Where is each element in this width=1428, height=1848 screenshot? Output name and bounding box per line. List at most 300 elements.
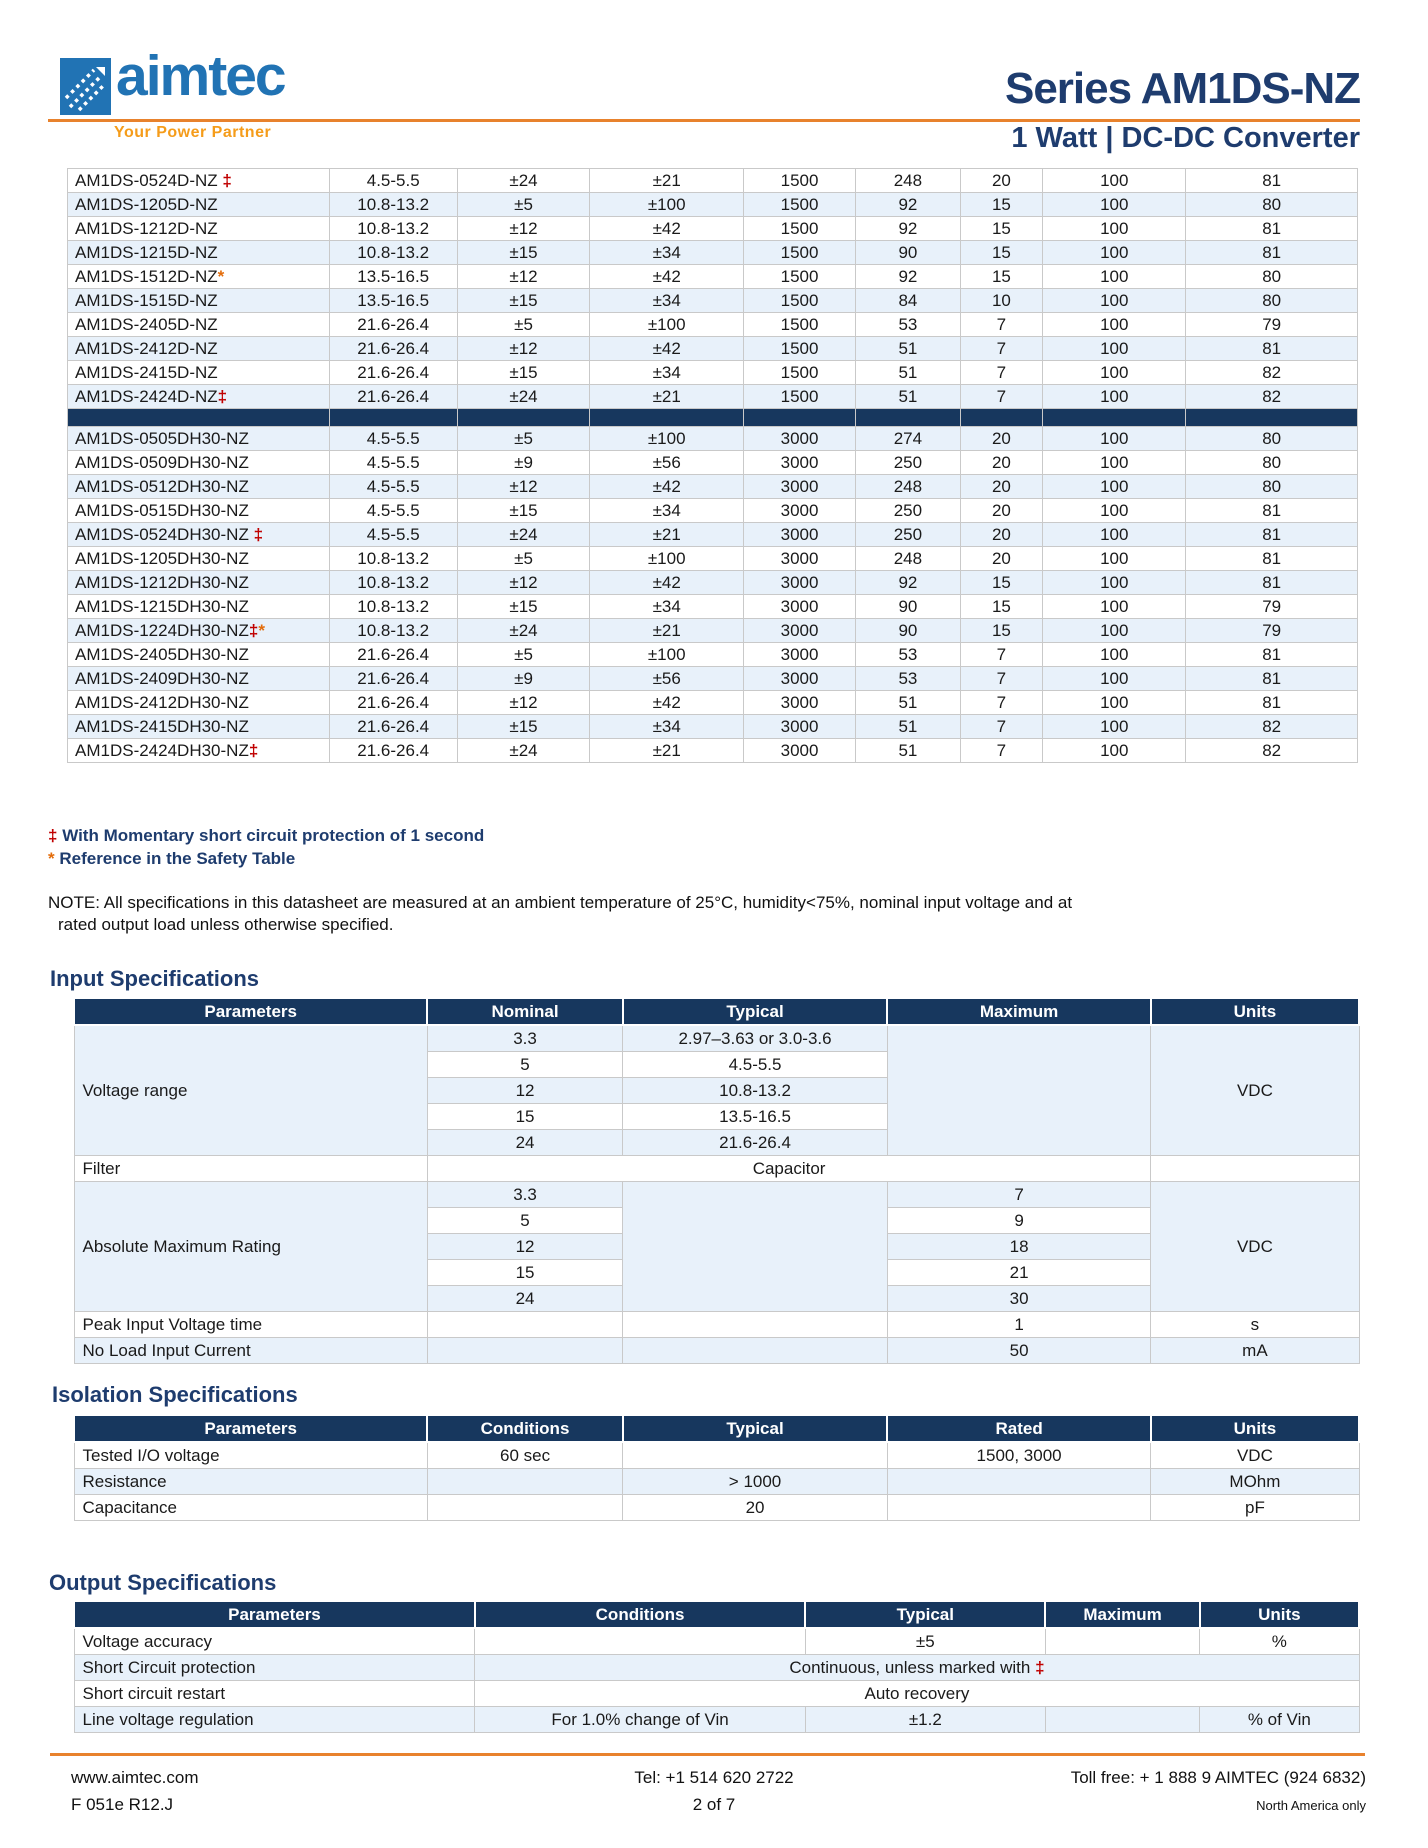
cell: 15 <box>960 241 1043 265</box>
cell: 2.97–3.63 or 3.0-3.6 <box>623 1025 888 1052</box>
cell: 24 <box>427 1130 622 1156</box>
cell: 21.6-26.4 <box>623 1130 888 1156</box>
cell: 15 <box>427 1104 622 1130</box>
table-row <box>74 1681 1359 1707</box>
row-label: Capacitance <box>74 1495 427 1521</box>
cell: ±42 <box>590 217 744 241</box>
cell: 248 <box>856 475 960 499</box>
cell: ±100 <box>590 313 744 337</box>
isolation-specs-table <box>73 1414 1360 1521</box>
part-number: AM1DS-2424D-NZ‡ <box>68 385 330 409</box>
cell: 100 <box>1043 313 1186 337</box>
cell: 92 <box>856 217 960 241</box>
cell: 60 sec <box>427 1442 622 1469</box>
cell: 100 <box>1043 523 1186 547</box>
cell: ±12 <box>457 571 590 595</box>
row-label: Resistance <box>74 1469 427 1495</box>
cell: 21.6-26.4 <box>329 385 457 409</box>
part-number: AM1DS-1515D-NZ <box>68 289 330 313</box>
cell: 80 <box>1186 289 1358 313</box>
cell: 7 <box>960 739 1043 763</box>
cell: 79 <box>1186 595 1358 619</box>
footnote-mark: ‡ <box>248 740 259 760</box>
part-number: AM1DS-1212DH30-NZ <box>68 571 330 595</box>
separator-cell <box>457 409 590 427</box>
cell: MOhm <box>1151 1469 1359 1495</box>
cell: 3000 <box>743 571 855 595</box>
cell: 15 <box>960 265 1043 289</box>
cell: ±5 <box>457 547 590 571</box>
cell: 3000 <box>743 619 855 643</box>
cell: 81 <box>1186 523 1358 547</box>
cell: 100 <box>1043 739 1186 763</box>
cell: 15 <box>960 619 1043 643</box>
cell <box>1045 1628 1199 1655</box>
footnotes <box>48 824 484 870</box>
cell: 21.6-26.4 <box>329 361 457 385</box>
cell: 3000 <box>743 523 855 547</box>
separator-cell <box>68 409 330 427</box>
section-separator <box>68 409 1358 427</box>
cell: ±21 <box>590 385 744 409</box>
cell: 12 <box>427 1078 622 1104</box>
cell: ±5 <box>805 1628 1045 1655</box>
cell: 21.6-26.4 <box>329 643 457 667</box>
cell: 100 <box>1043 265 1186 289</box>
output-specs-table <box>73 1600 1360 1733</box>
series-title: Series AM1DS-NZ <box>1004 64 1360 113</box>
part-number: AM1DS-0524D-NZ ‡ <box>68 169 330 193</box>
note-text <box>48 892 1072 936</box>
cell: ±24 <box>457 739 590 763</box>
cell: 4.5-5.5 <box>329 475 457 499</box>
cell: ±15 <box>457 361 590 385</box>
cell: 10.8-13.2 <box>329 571 457 595</box>
cell: 30 <box>887 1286 1150 1312</box>
cell: ±5 <box>457 193 590 217</box>
cell: For 1.0% change of Vin <box>475 1707 805 1733</box>
cell: ±12 <box>457 475 590 499</box>
footer-page-number: 2 of 7 <box>692 1795 736 1814</box>
cell: 24 <box>427 1286 622 1312</box>
footnote-mark: ‡ <box>222 170 232 190</box>
table-row <box>68 691 1358 715</box>
footnote-asterisk <box>48 847 484 870</box>
cell: ±34 <box>590 289 744 313</box>
column-header: Parameters <box>74 1415 427 1442</box>
footnote-mark: ‡ <box>1035 1657 1045 1677</box>
logo-tagline: Your Power Partner <box>114 124 272 141</box>
table-row <box>68 337 1358 361</box>
cell: ±21 <box>590 523 744 547</box>
cell: 92 <box>856 193 960 217</box>
table-row <box>68 361 1358 385</box>
part-number: AM1DS-2415D-NZ <box>68 361 330 385</box>
table-row <box>74 1156 1359 1182</box>
cell: 3.3 <box>427 1025 622 1052</box>
cell: 10.8-13.2 <box>329 193 457 217</box>
table-row <box>74 1442 1359 1469</box>
table-row <box>74 1628 1359 1655</box>
cell: 20 <box>960 169 1043 193</box>
part-number: AM1DS-2424DH30-NZ‡ <box>68 739 330 763</box>
cell: 3000 <box>743 667 855 691</box>
table-row <box>68 547 1358 571</box>
units-cell: % of Vin <box>1200 1707 1359 1733</box>
cell: 20 <box>960 547 1043 571</box>
asterisk-mark: * <box>48 849 55 868</box>
cell <box>623 1338 888 1364</box>
separator-cell <box>856 409 960 427</box>
cell: > 1000 <box>623 1469 888 1495</box>
cell: 80 <box>1186 475 1358 499</box>
cell: 20 <box>960 427 1043 451</box>
cell: 10.8-13.2 <box>329 217 457 241</box>
cell <box>623 1312 888 1338</box>
cell: ±9 <box>457 667 590 691</box>
table-row <box>68 451 1358 475</box>
parts-table <box>67 168 1358 763</box>
cell: 50 <box>887 1338 1150 1364</box>
separator-cell <box>1186 409 1358 427</box>
cell: 250 <box>856 523 960 547</box>
part-number: AM1DS-2405DH30-NZ <box>68 643 330 667</box>
cell: ±12 <box>457 337 590 361</box>
cell: 100 <box>1043 643 1186 667</box>
cell: 100 <box>1043 289 1186 313</box>
cell: 21.6-26.4 <box>329 739 457 763</box>
cell: ±12 <box>457 265 590 289</box>
header-row <box>74 1601 1359 1628</box>
table-row <box>68 427 1358 451</box>
cell: 7 <box>960 361 1043 385</box>
cell: 15 <box>960 193 1043 217</box>
cell: 79 <box>1186 313 1358 337</box>
part-number: AM1DS-1224DH30-NZ‡* <box>68 619 330 643</box>
cell: 15 <box>960 595 1043 619</box>
cell: 100 <box>1043 475 1186 499</box>
isolation-specs-title: Isolation Specifications <box>52 1382 298 1407</box>
separator-cell <box>590 409 744 427</box>
footer-region-note: North America only <box>1256 1798 1366 1813</box>
cell: 4.5-5.5 <box>623 1052 888 1078</box>
cell: 4.5-5.5 <box>329 523 457 547</box>
cell: 7 <box>960 643 1043 667</box>
footer-website-link[interactable]: www.aimtec.com <box>71 1768 199 1787</box>
table-row <box>74 1338 1359 1364</box>
cell: 51 <box>856 691 960 715</box>
table-row <box>68 289 1358 313</box>
cell: 10.8-13.2 <box>623 1078 888 1104</box>
table-row <box>68 643 1358 667</box>
cell: ±42 <box>590 475 744 499</box>
column-header: Typical <box>623 998 888 1025</box>
cell: ±34 <box>590 241 744 265</box>
cell: 53 <box>856 313 960 337</box>
cell: 81 <box>1186 241 1358 265</box>
units-cell: mA <box>1151 1338 1359 1364</box>
footer-toll-free: Toll free: + 1 888 9 AIMTEC (924 6832) <box>1070 1768 1366 1787</box>
cell: 81 <box>1186 547 1358 571</box>
cell: 1500 <box>743 169 855 193</box>
cell: 21.6-26.4 <box>329 691 457 715</box>
part-number: AM1DS-2412D-NZ <box>68 337 330 361</box>
cell <box>427 1469 622 1495</box>
table-row <box>68 313 1358 337</box>
cell: 51 <box>856 715 960 739</box>
table-row <box>74 1495 1359 1521</box>
footnote-text: With Momentary short circuit protection of 1 second <box>57 826 485 845</box>
cell: ±100 <box>590 643 744 667</box>
cell: 21.6-26.4 <box>329 667 457 691</box>
cell: 15 <box>960 571 1043 595</box>
cell: 100 <box>1043 619 1186 643</box>
column-header: Maximum <box>1045 1601 1199 1628</box>
footer-doc-ref: F 051e R12.J <box>71 1795 174 1814</box>
part-number: AM1DS-1512D-NZ* <box>68 265 330 289</box>
row-label: Short Circuit protection <box>74 1655 475 1681</box>
cell: 10.8-13.2 <box>329 547 457 571</box>
cell: 100 <box>1043 427 1186 451</box>
row-label: Line voltage regulation <box>74 1707 475 1733</box>
cell: 100 <box>1043 193 1186 217</box>
cell: 1 <box>887 1312 1150 1338</box>
cell: ±100 <box>590 193 744 217</box>
aimtec-logo-icon <box>60 58 111 120</box>
cell: 10.8-13.2 <box>329 241 457 265</box>
part-number: AM1DS-0524DH30-NZ ‡ <box>68 523 330 547</box>
row-label: Voltage range <box>74 1025 427 1156</box>
footnote-mark: ‡ <box>217 386 228 406</box>
cell: 1500, 3000 <box>887 1442 1150 1469</box>
cell: 100 <box>1043 691 1186 715</box>
cell: 3.3 <box>427 1182 622 1208</box>
cell: ±34 <box>590 595 744 619</box>
cell: 3000 <box>743 475 855 499</box>
part-number: AM1DS-2405D-NZ <box>68 313 330 337</box>
cell: ±15 <box>457 289 590 313</box>
empty-cell <box>887 1025 1150 1156</box>
cell: 92 <box>856 571 960 595</box>
part-number: AM1DS-0509DH30-NZ <box>68 451 330 475</box>
cell: 20 <box>960 523 1043 547</box>
footnote-mark: ‡ <box>253 524 264 544</box>
cell: 7 <box>960 385 1043 409</box>
cell: 100 <box>1043 217 1186 241</box>
table-row <box>68 241 1358 265</box>
cell: 51 <box>856 361 960 385</box>
cell: ±56 <box>590 667 744 691</box>
column-header: Conditions <box>427 1415 622 1442</box>
table-row <box>68 217 1358 241</box>
cell: 100 <box>1043 667 1186 691</box>
cell: 21 <box>887 1260 1150 1286</box>
cell: 20 <box>623 1495 888 1521</box>
cell: 81 <box>1186 217 1358 241</box>
part-number: AM1DS-2409DH30-NZ <box>68 667 330 691</box>
cell: ±24 <box>457 385 590 409</box>
row-label: No Load Input Current <box>74 1338 427 1364</box>
column-header: Nominal <box>427 998 622 1025</box>
cell: ±42 <box>590 337 744 361</box>
cell: 3000 <box>743 451 855 475</box>
cell: 7 <box>960 715 1043 739</box>
cell: 1500 <box>743 193 855 217</box>
table-row <box>68 169 1358 193</box>
cell: 1500 <box>743 337 855 361</box>
table-row <box>74 1025 1359 1052</box>
cell: 20 <box>960 499 1043 523</box>
column-header: Maximum <box>887 998 1150 1025</box>
cell: ±34 <box>590 499 744 523</box>
cell: 4.5-5.5 <box>329 427 457 451</box>
table-row <box>68 595 1358 619</box>
cell: 13.5-16.5 <box>329 289 457 313</box>
footnote-dagger <box>48 824 484 847</box>
cell: 7 <box>960 337 1043 361</box>
cell: ±24 <box>457 619 590 643</box>
table-row <box>68 667 1358 691</box>
cell: 92 <box>856 265 960 289</box>
column-header: Units <box>1200 1601 1359 1628</box>
cell <box>887 1495 1150 1521</box>
footer-telephone: Tel: +1 514 620 2722 <box>634 1768 794 1787</box>
footnote-mark: * <box>258 620 265 640</box>
cell: 82 <box>1186 715 1358 739</box>
units-cell: % <box>1200 1628 1359 1655</box>
table-row <box>68 739 1358 763</box>
cell: 90 <box>856 241 960 265</box>
cell: 81 <box>1186 691 1358 715</box>
cell <box>427 1495 622 1521</box>
cell: 5 <box>427 1208 622 1234</box>
cell <box>887 1469 1150 1495</box>
cell: 10 <box>960 289 1043 313</box>
table-row <box>68 265 1358 289</box>
cell: 248 <box>856 169 960 193</box>
table-row <box>74 1182 1359 1208</box>
part-number: AM1DS-1205D-NZ <box>68 193 330 217</box>
cell: 81 <box>1186 499 1358 523</box>
row-label: Short circuit restart <box>74 1681 475 1707</box>
column-header: Typical <box>623 1415 888 1442</box>
cell: 7 <box>887 1182 1150 1208</box>
input-specs-table <box>73 997 1360 1364</box>
cell: 3000 <box>743 643 855 667</box>
note-line2: rated output load unless otherwise specified. <box>58 915 394 934</box>
separator-cell <box>1043 409 1186 427</box>
aimtec-wordmark: aimtec <box>116 44 285 108</box>
cell: 100 <box>1043 547 1186 571</box>
cell: 10.8-13.2 <box>329 595 457 619</box>
cell: 20 <box>960 475 1043 499</box>
cell: 1500 <box>743 217 855 241</box>
cell: 15 <box>427 1260 622 1286</box>
table-row <box>68 523 1358 547</box>
cell: 9 <box>887 1208 1150 1234</box>
cell <box>475 1628 805 1655</box>
units-cell: VDC <box>1151 1182 1359 1312</box>
units-cell: s <box>1151 1312 1359 1338</box>
cell: 80 <box>1186 265 1358 289</box>
footer-divider <box>50 1753 1365 1756</box>
part-number: AM1DS-1215D-NZ <box>68 241 330 265</box>
cell: 18 <box>887 1234 1150 1260</box>
cell: ±24 <box>457 169 590 193</box>
part-number: AM1DS-2412DH30-NZ <box>68 691 330 715</box>
cell: 82 <box>1186 361 1358 385</box>
table-row <box>68 193 1358 217</box>
cell: 90 <box>856 619 960 643</box>
parts-table-body <box>68 169 1358 763</box>
cell: pF <box>1151 1495 1359 1521</box>
cell: 100 <box>1043 169 1186 193</box>
cell: ±5 <box>457 427 590 451</box>
cell: 100 <box>1043 499 1186 523</box>
cell: 81 <box>1186 643 1358 667</box>
cell: 1500 <box>743 361 855 385</box>
cell: 79 <box>1186 619 1358 643</box>
cell: 100 <box>1043 715 1186 739</box>
cell: 100 <box>1043 385 1186 409</box>
cell: 81 <box>1186 667 1358 691</box>
cell: 51 <box>856 337 960 361</box>
cell: 4.5-5.5 <box>329 169 457 193</box>
cell: 7 <box>960 667 1043 691</box>
cell: 53 <box>856 667 960 691</box>
cell: ±5 <box>457 313 590 337</box>
cell: 100 <box>1043 361 1186 385</box>
cell: ±100 <box>590 547 744 571</box>
part-number: AM1DS-1215DH30-NZ <box>68 595 330 619</box>
part-number: AM1DS-2415DH30-NZ <box>68 715 330 739</box>
cell: 3000 <box>743 547 855 571</box>
cell: 7 <box>960 691 1043 715</box>
note-line1: NOTE: All specifications in this datasheet are measured at an ambient temperature of 25°C, humidity<75%, nominal input voltage and at <box>48 893 1073 912</box>
table-row <box>68 475 1358 499</box>
cell <box>1045 1707 1199 1733</box>
cell: 100 <box>1043 451 1186 475</box>
row-label: Voltage accuracy <box>74 1628 475 1655</box>
cell: 1500 <box>743 265 855 289</box>
cell: ±15 <box>457 499 590 523</box>
spanned-value: Auto recovery <box>475 1681 1359 1707</box>
cell: 80 <box>1186 427 1358 451</box>
output-specs-title: Output Specifications <box>49 1570 277 1595</box>
footnote-mark: ‡ <box>248 620 259 640</box>
header-row <box>74 998 1359 1025</box>
cell: ±12 <box>457 691 590 715</box>
cell: 20 <box>960 451 1043 475</box>
cell: ±56 <box>590 451 744 475</box>
cell: 274 <box>856 427 960 451</box>
header-row <box>74 1415 1359 1442</box>
separator-cell <box>960 409 1043 427</box>
cell: 82 <box>1186 385 1358 409</box>
column-header: Units <box>1151 1415 1359 1442</box>
separator-cell <box>329 409 457 427</box>
cell: 84 <box>856 289 960 313</box>
part-number: AM1DS-1205DH30-NZ <box>68 547 330 571</box>
cell: 3000 <box>743 691 855 715</box>
cell: 81 <box>1186 571 1358 595</box>
cell: 1500 <box>743 241 855 265</box>
dagger-mark: ‡ <box>48 826 58 845</box>
cell: ±5 <box>457 643 590 667</box>
row-label: Absolute Maximum Rating <box>74 1182 427 1312</box>
cell: 1500 <box>743 289 855 313</box>
separator-cell <box>743 409 855 427</box>
